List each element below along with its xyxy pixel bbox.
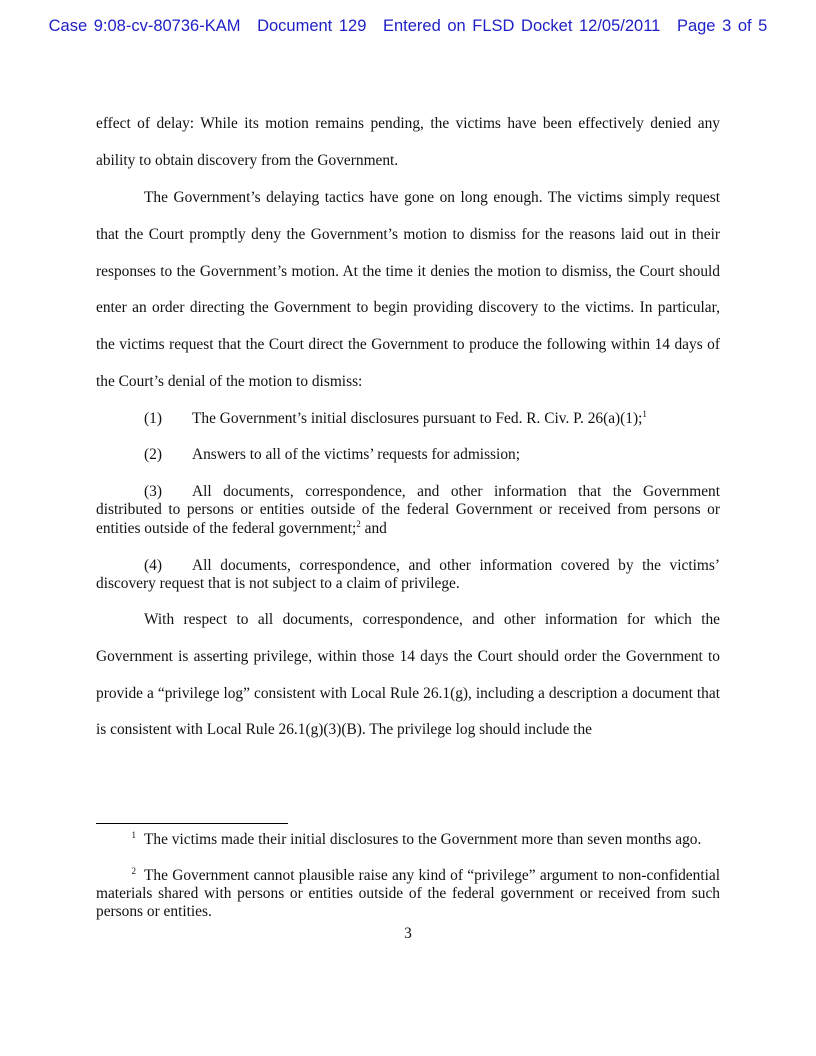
footnote-mark: 2 [131,865,136,876]
page-number: 3 [404,925,412,942]
list-item-text: All documents, correspondence, and other information that the Government distributed to persons or entities outside of the federal Government or received from persons or entities outside of the federal government; [96,483,720,537]
footnote-text: The victims made their initial disclosures to the Government more than seven months ago. [144,831,702,848]
list-item [96,446,720,464]
list-item-number: (2) [144,446,162,463]
discovery-list [96,483,720,538]
paragraph-delaying-tactics [96,180,720,401]
docket-header [0,17,816,36]
discovery-list [96,446,720,464]
discovery-list [96,557,720,594]
list-item-number: (4) [144,557,162,574]
list-item-number: (3) [144,483,162,500]
list-item-text: Answers to all of the victims’ requests for admission; [192,446,520,463]
list-item [96,410,720,428]
list-item [96,483,720,538]
footnote-ref: 1 [642,408,647,419]
paragraph-text: The Government’s delaying tactics have gone on long enough. The victims simply request that the Court promptly deny the Government’s motion to dismiss for the reasons laid out in their responses to the Government’s motion. At the time it denies the motion to dismiss, the Court should enter an order directing the Government to begin providing discovery to the victims. In particular, the victims request that the Court direct the Government to produce the following within 14 days of the Court’s denial of the motion to dismiss: [96,189,720,390]
discovery-list [96,410,720,428]
list-item-text: The Government’s initial disclosures pursuant to Fed. R. Civ. P. 26(a)(1); [192,410,643,427]
document-number: Document 129 [257,17,367,35]
footnote-2 [96,867,720,922]
footnote-text: The Government cannot plausible raise any kind of “privilege” argument to non-confidential materials shared with persons or entities outside of the federal government or received from such persons or entities. [96,867,720,921]
case-number: Case 9:08-cv-80736-KAM [48,17,241,35]
paragraph-privilege-log [96,602,720,749]
list-item-tail: and [360,519,387,537]
footnote-1 [96,831,720,849]
footnote-mark: 1 [131,829,136,840]
paragraph-text: effect of delay: While its motion remains pending, the victims have been effectively denied any ability to obtain discovery from the Government. [96,115,720,169]
page-of-total: Page 3 of 5 [676,17,768,35]
footnote-divider [96,823,288,824]
paragraph-continuation [96,106,720,180]
footnote-ref: 2 [356,518,361,529]
paragraph-text: With respect to all documents, correspondence, and other information for which the Government is asserting privilege, within those 14 days the Court should order the Government to provide a “privilege log” consistent with Local Rule 26.1(g), including a description a document that is consistent with Local Rule 26.1(g)(3)(B). The privilege log should include the [96,611,720,739]
list-item [96,557,720,594]
list-item-number: (1) [144,410,162,427]
list-item-text: All documents, correspondence, and other information covered by the victims’ discovery request that is not subject to a claim of privilege. [96,557,720,593]
docket-entry: Entered on FLSD Docket 12/05/2011 [382,17,661,35]
